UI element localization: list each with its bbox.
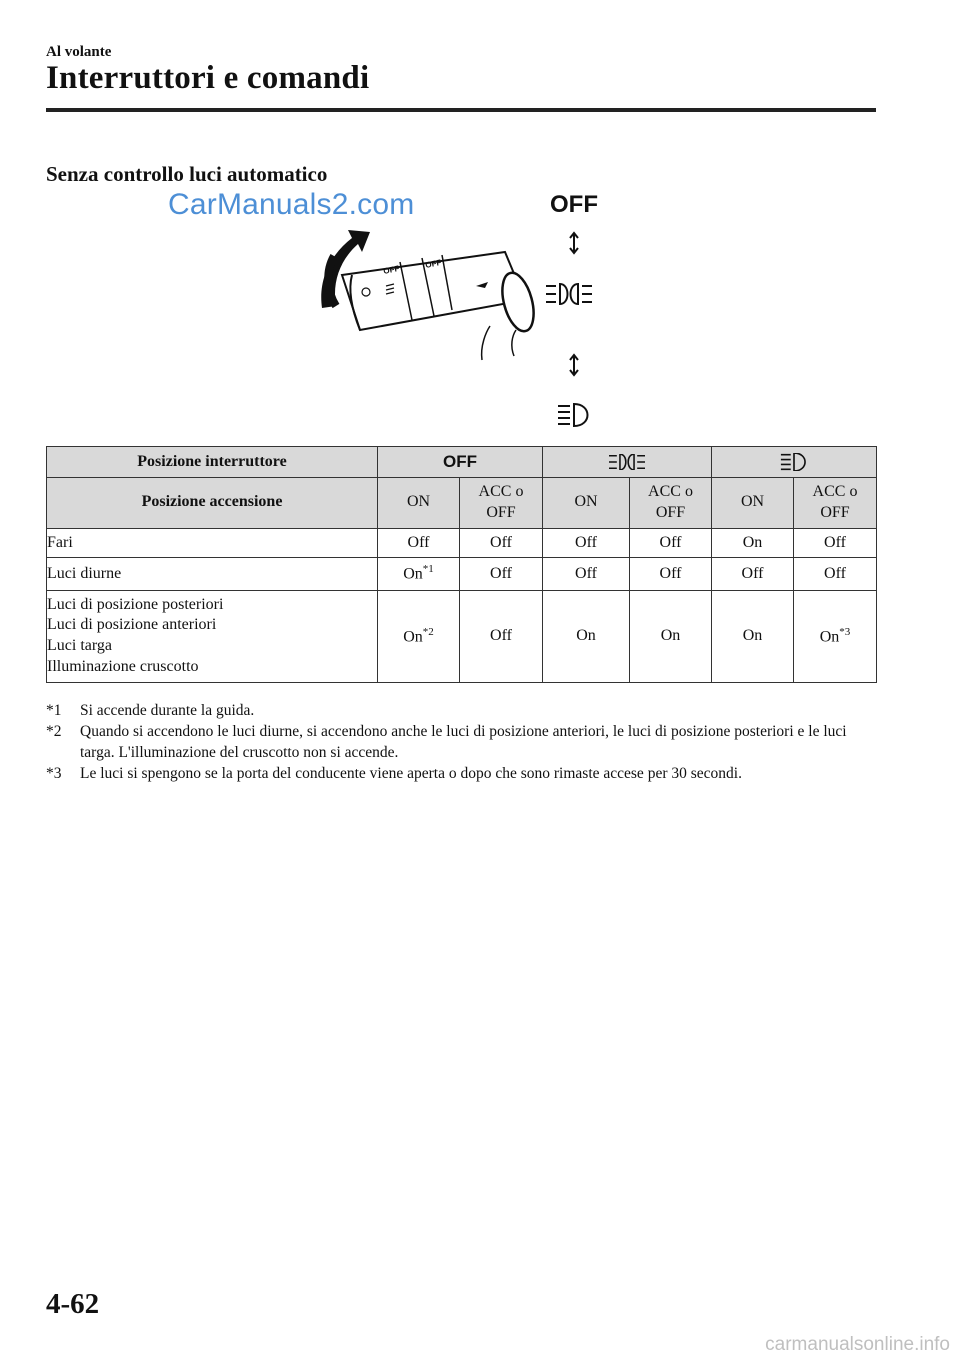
footnote-text: Quando si accendono le luci diurne, si accendono anche le luci di posizione anteriori, le luci di posizione posteriori e le luci targa. L'illuminazione del cruscotto non si accende. <box>80 723 847 761</box>
footnote-text: Si accende durante la guida. <box>80 702 255 719</box>
switch-position-row <box>47 447 877 478</box>
lights-table <box>46 446 877 683</box>
table-cell: Off <box>794 528 877 558</box>
parking-lights-icon <box>546 284 592 304</box>
table-cell: On <box>712 528 794 558</box>
table-cell: Off <box>460 558 543 590</box>
table-cell <box>378 590 460 682</box>
section-kicker: Al volante <box>46 44 112 60</box>
cell-value: On <box>403 627 423 645</box>
footnote-ref: *3 <box>839 625 851 638</box>
ignition-cell: ON <box>543 478 630 529</box>
subsection-title: Senza controllo luci automatico <box>46 162 328 186</box>
table-row <box>47 558 877 590</box>
off-label: OFF <box>443 452 477 471</box>
table-cell: Off <box>794 558 877 590</box>
title-rule <box>46 108 876 112</box>
table-cell: Off <box>712 558 794 590</box>
table-cell: On <box>543 590 630 682</box>
lever-off-label-2: OFF <box>424 257 443 270</box>
page-title: Interruttori e comandi <box>46 60 370 96</box>
table-cell <box>794 590 877 682</box>
page-number: 4-62 <box>46 1288 100 1320</box>
ignition-cell: ACC o OFF <box>460 478 543 529</box>
table-cell: Off <box>378 528 460 558</box>
ignition-cell: ON <box>378 478 460 529</box>
footnote-mark: *3 <box>46 765 62 782</box>
ignition-cell: ACC o OFF <box>630 478 712 529</box>
watermark-logo: CarManuals2.com <box>168 188 415 221</box>
footnote <box>46 700 876 721</box>
position-off-label: OFF <box>550 191 598 218</box>
watermark-footer: carmanualsonline.info <box>765 1334 950 1355</box>
ignition-position-label: Posizione accensione <box>47 478 378 529</box>
switch-parking-cell <box>543 447 712 478</box>
table-cell <box>378 558 460 590</box>
footnote-text: Le luci si spengono se la porta del conducente viene aperta o dopo che sono rimaste accese per 30 secondi. <box>80 765 742 782</box>
headlights-icon <box>779 453 809 471</box>
switch-position-label: Posizione interruttore <box>47 447 378 478</box>
table-cell: Off <box>543 528 630 558</box>
table-cell: On <box>712 590 794 682</box>
row-label <box>47 590 378 682</box>
ignition-position-row <box>47 478 877 529</box>
row-label-line: Luci targa <box>47 637 113 655</box>
table-cell: Off <box>630 558 712 590</box>
switch-off-cell <box>378 447 543 478</box>
table-row <box>47 590 877 682</box>
updown-arrow-icon <box>570 233 578 253</box>
switch-headlights-cell <box>712 447 877 478</box>
cell-value: On <box>819 627 840 645</box>
footnote-ref: *2 <box>422 625 434 638</box>
footnote-ref: *1 <box>422 563 434 576</box>
table-cell: Off <box>460 528 543 558</box>
lever-icon <box>342 252 539 360</box>
table-row <box>47 528 877 558</box>
updown-arrow-icon-2 <box>570 355 578 375</box>
table-cell: Off <box>543 558 630 590</box>
parking-lights-icon <box>609 454 645 470</box>
row-label-line: Luci di posizione anteriori <box>47 616 217 634</box>
footnotes <box>46 700 876 784</box>
footnote <box>46 763 876 784</box>
cell-value: On <box>403 565 423 583</box>
row-label: Fari <box>47 528 378 558</box>
lever-off-label-1: OFF <box>382 263 401 276</box>
table-cell: Off <box>630 528 712 558</box>
headlights-icon <box>558 404 588 426</box>
row-label-line: Illuminazione cruscotto <box>47 658 199 675</box>
footnote <box>46 721 876 763</box>
ignition-cell: ACC o OFF <box>794 478 877 529</box>
row-label: Luci diurne <box>47 558 378 590</box>
footnote-mark: *1 <box>46 702 62 719</box>
table-cell: Off <box>460 590 543 682</box>
row-label-line: Luci di posizione posteriori <box>47 595 224 613</box>
table-cell: On <box>630 590 712 682</box>
footnote-mark: *2 <box>46 723 62 740</box>
ignition-cell: ON <box>712 478 794 529</box>
light-switch-illustration <box>300 180 640 430</box>
